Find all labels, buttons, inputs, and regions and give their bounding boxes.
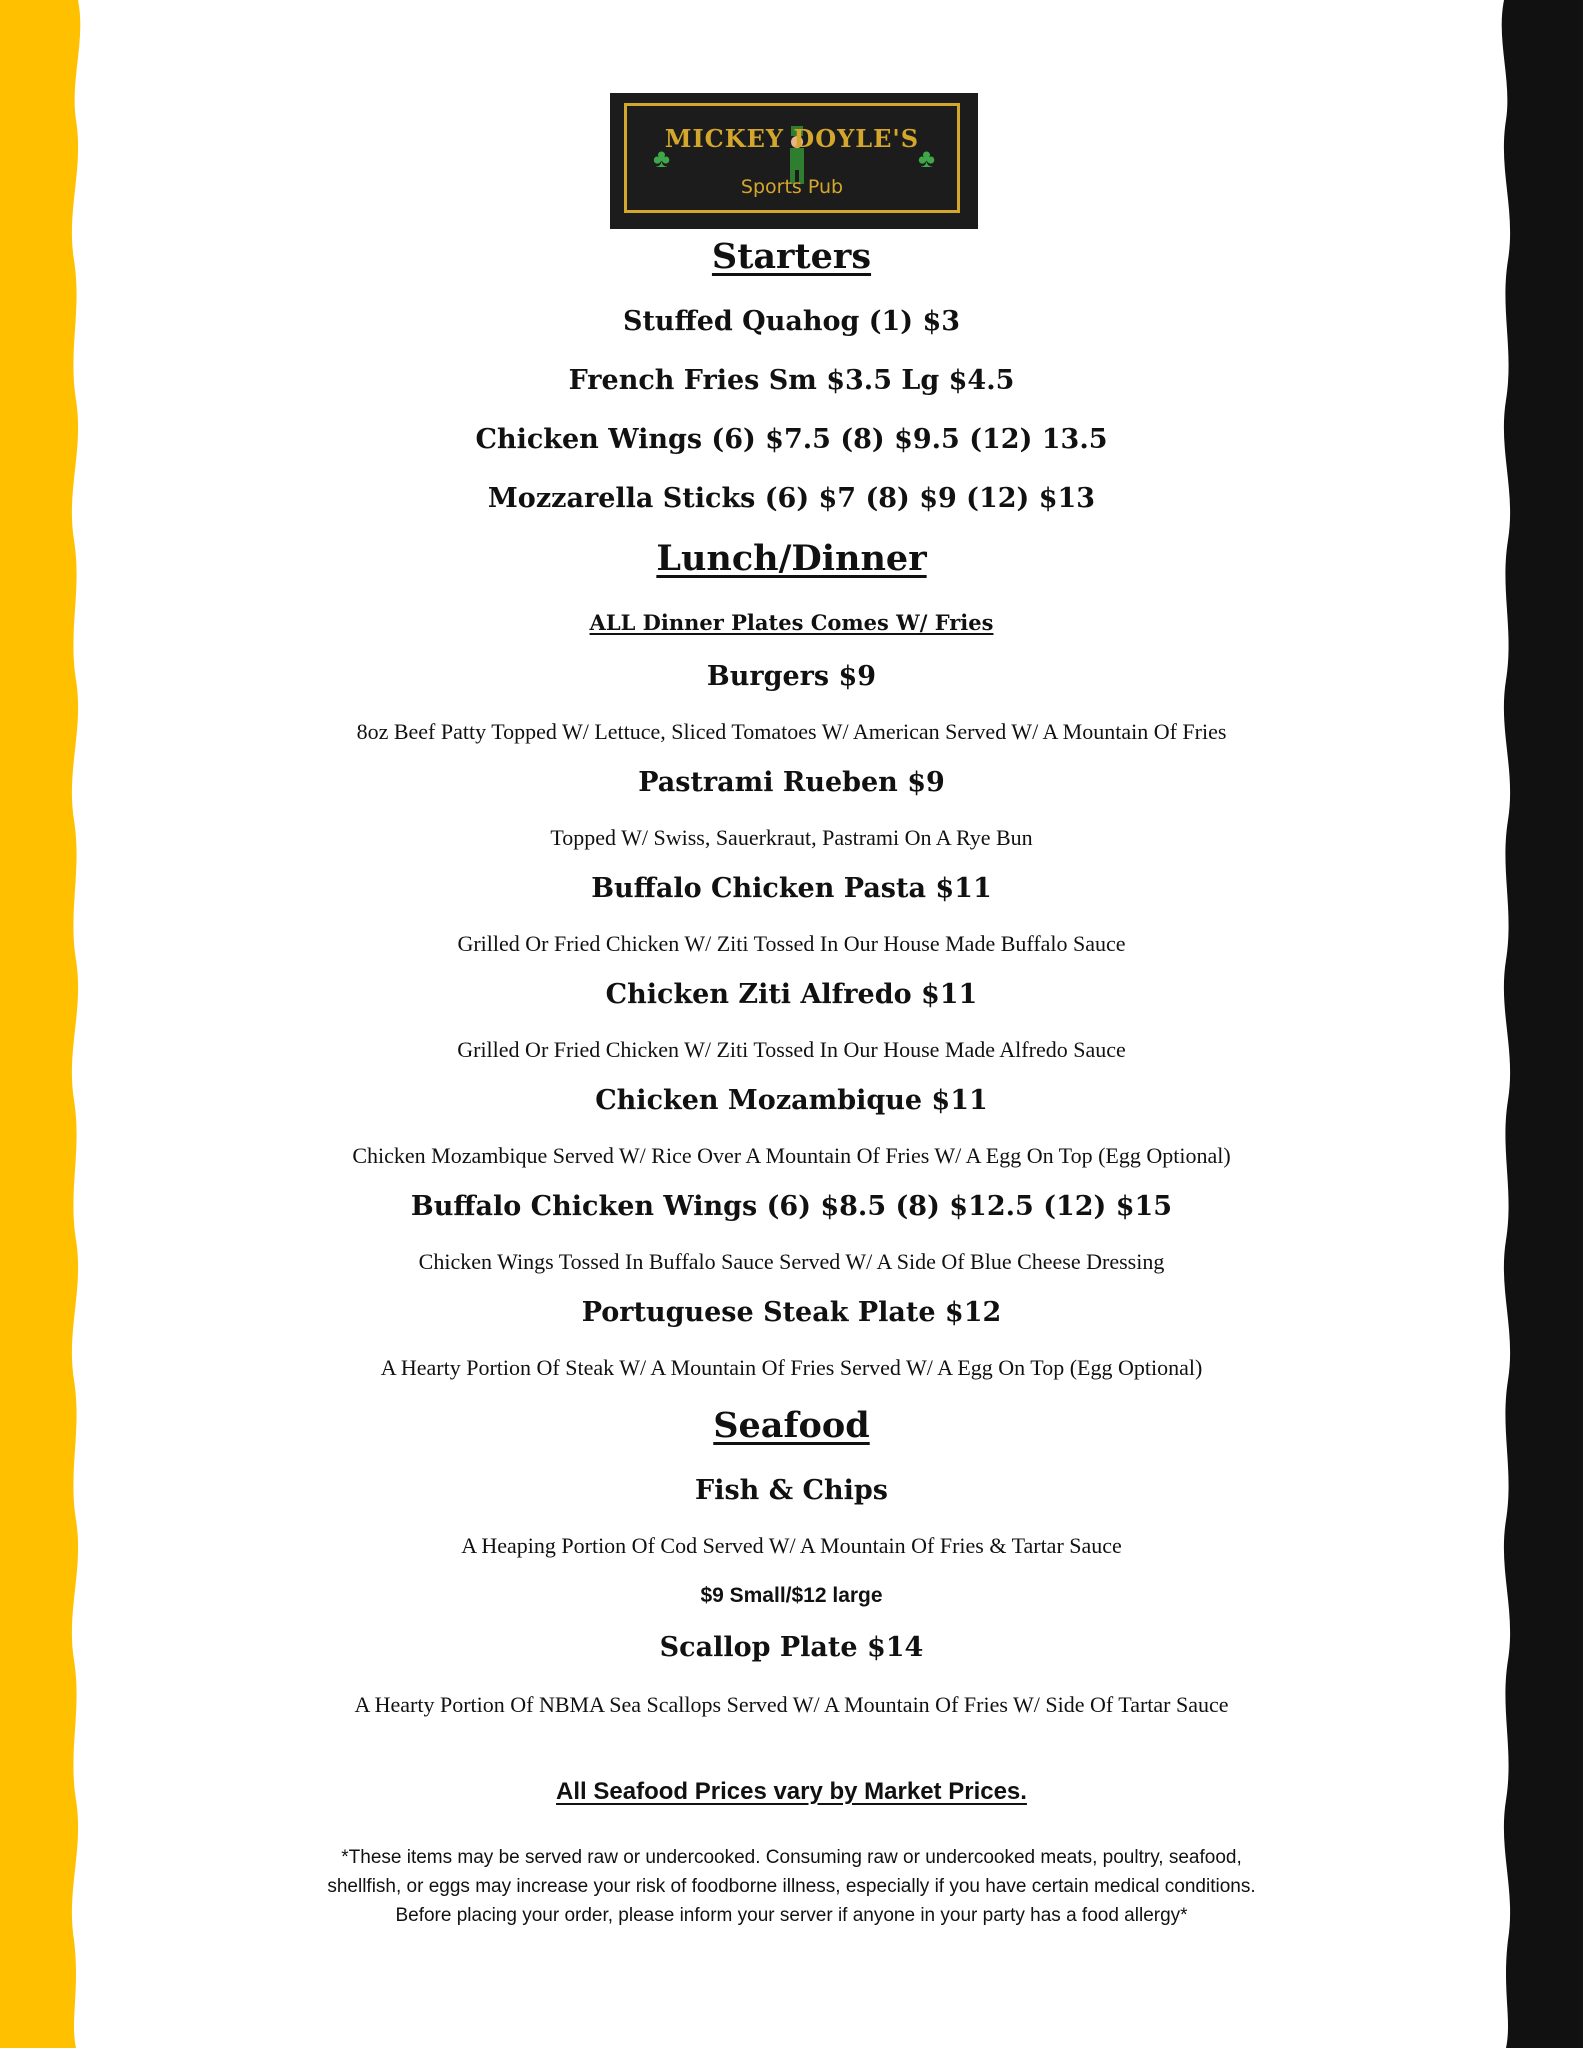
disclaimer-line: shellfish, or eggs may increase your risk of foodborne illness, especially if you have certain medical conditions. xyxy=(327,1876,1256,1897)
logo-subtitle: Sports Pub xyxy=(740,176,844,198)
menu-item-description: A Hearty Portion Of Steak W/ A Mountain Of Fries Served W/ A Egg On Top (Egg Optional) xyxy=(380,1355,1203,1380)
menu-item: French Fries Sm $3.5 Lg $4.5 xyxy=(568,365,1015,396)
menu-item: Stuffed Quahog (1) $3 xyxy=(622,306,961,337)
market-price-note: All Seafood Prices vary by Market Prices. xyxy=(556,1778,1027,1805)
dinner-plates-note: ALL Dinner Plates Comes W/ Fries xyxy=(589,610,994,635)
disclaimer-line: Before placing your order, please inform your server if anyone in your party has a food allergy* xyxy=(395,1905,1188,1926)
menu-item-description: Grilled Or Fried Chicken W/ Ziti Tossed In Our House Made Buffalo Sauce xyxy=(457,931,1126,956)
section-title-starters: Starters xyxy=(711,236,872,277)
menu-item: Chicken Ziti Alfredo $11 xyxy=(605,979,978,1010)
menu-item: Fish & Chips xyxy=(695,1475,888,1506)
menu-item-price: $9 Small/$12 large xyxy=(700,1584,883,1607)
menu-item-description: Chicken Mozambique Served W/ Rice Over A Mountain Of Fries W/ A Egg On Top (Egg Optional) xyxy=(352,1143,1231,1168)
menu-item-description: Topped W/ Swiss, Sauerkraut, Pastrami On A Rye Bun xyxy=(550,825,1033,850)
menu-item-description: Grilled Or Fried Chicken W/ Ziti Tossed In Our House Made Alfredo Sauce xyxy=(457,1037,1126,1062)
left-yellow-stripe xyxy=(0,0,95,2048)
menu-item: Pastrami Rueben $9 xyxy=(638,767,945,798)
menu-item: Buffalo Chicken Pasta $11 xyxy=(591,873,992,904)
menu-item-description: 8oz Beef Patty Topped W/ Lettuce, Sliced Tomatoes W/ American Served W/ A Mountain Of Fries xyxy=(356,719,1227,744)
menu-item: Burgers $9 xyxy=(706,661,877,692)
right-black-stripe xyxy=(1490,0,1583,2048)
section-title-seafood: Seafood xyxy=(713,1405,870,1446)
menu-item: Chicken Mozambique $11 xyxy=(595,1085,988,1116)
logo-name: MICKEY DOYLE'S xyxy=(664,124,920,153)
menu-item: Scallop Plate $14 xyxy=(659,1632,924,1663)
shamrock-icon: ♣ xyxy=(653,144,671,173)
menu-item-description: A Hearty Portion Of NBMA Sea Scallops Served W/ A Mountain Of Fries W/ Side Of Tartar Sauce xyxy=(354,1692,1229,1717)
menu-item: Portuguese Steak Plate $12 xyxy=(581,1297,1002,1328)
disclaimer-line: *These items may be served raw or undercooked. Consuming raw or undercooked meats, poultry, seafood, xyxy=(341,1847,1242,1868)
menu-item: Chicken Wings (6) $7.5 (8) $9.5 (12) 13.5 xyxy=(475,424,1108,455)
food-safety-disclaimer xyxy=(260,1843,1323,1930)
pub-logo xyxy=(610,93,978,229)
logo-frame xyxy=(624,103,960,213)
menu-item-description: A Heaping Portion Of Cod Served W/ A Mountain Of Fries & Tartar Sauce xyxy=(461,1533,1122,1558)
menu-item: Buffalo Chicken Wings (6) $8.5 (8) $12.5 (12) $15 xyxy=(410,1191,1173,1222)
menu-item-description: Chicken Wings Tossed In Buffalo Sauce Served W/ A Side Of Blue Cheese Dressing xyxy=(418,1249,1165,1274)
menu-item: Mozzarella Sticks (6) $7 (8) $9 (12) $13 xyxy=(487,483,1096,514)
shamrock-icon: ♣ xyxy=(917,144,935,173)
section-title-lunch-dinner: Lunch/Dinner xyxy=(656,538,927,579)
